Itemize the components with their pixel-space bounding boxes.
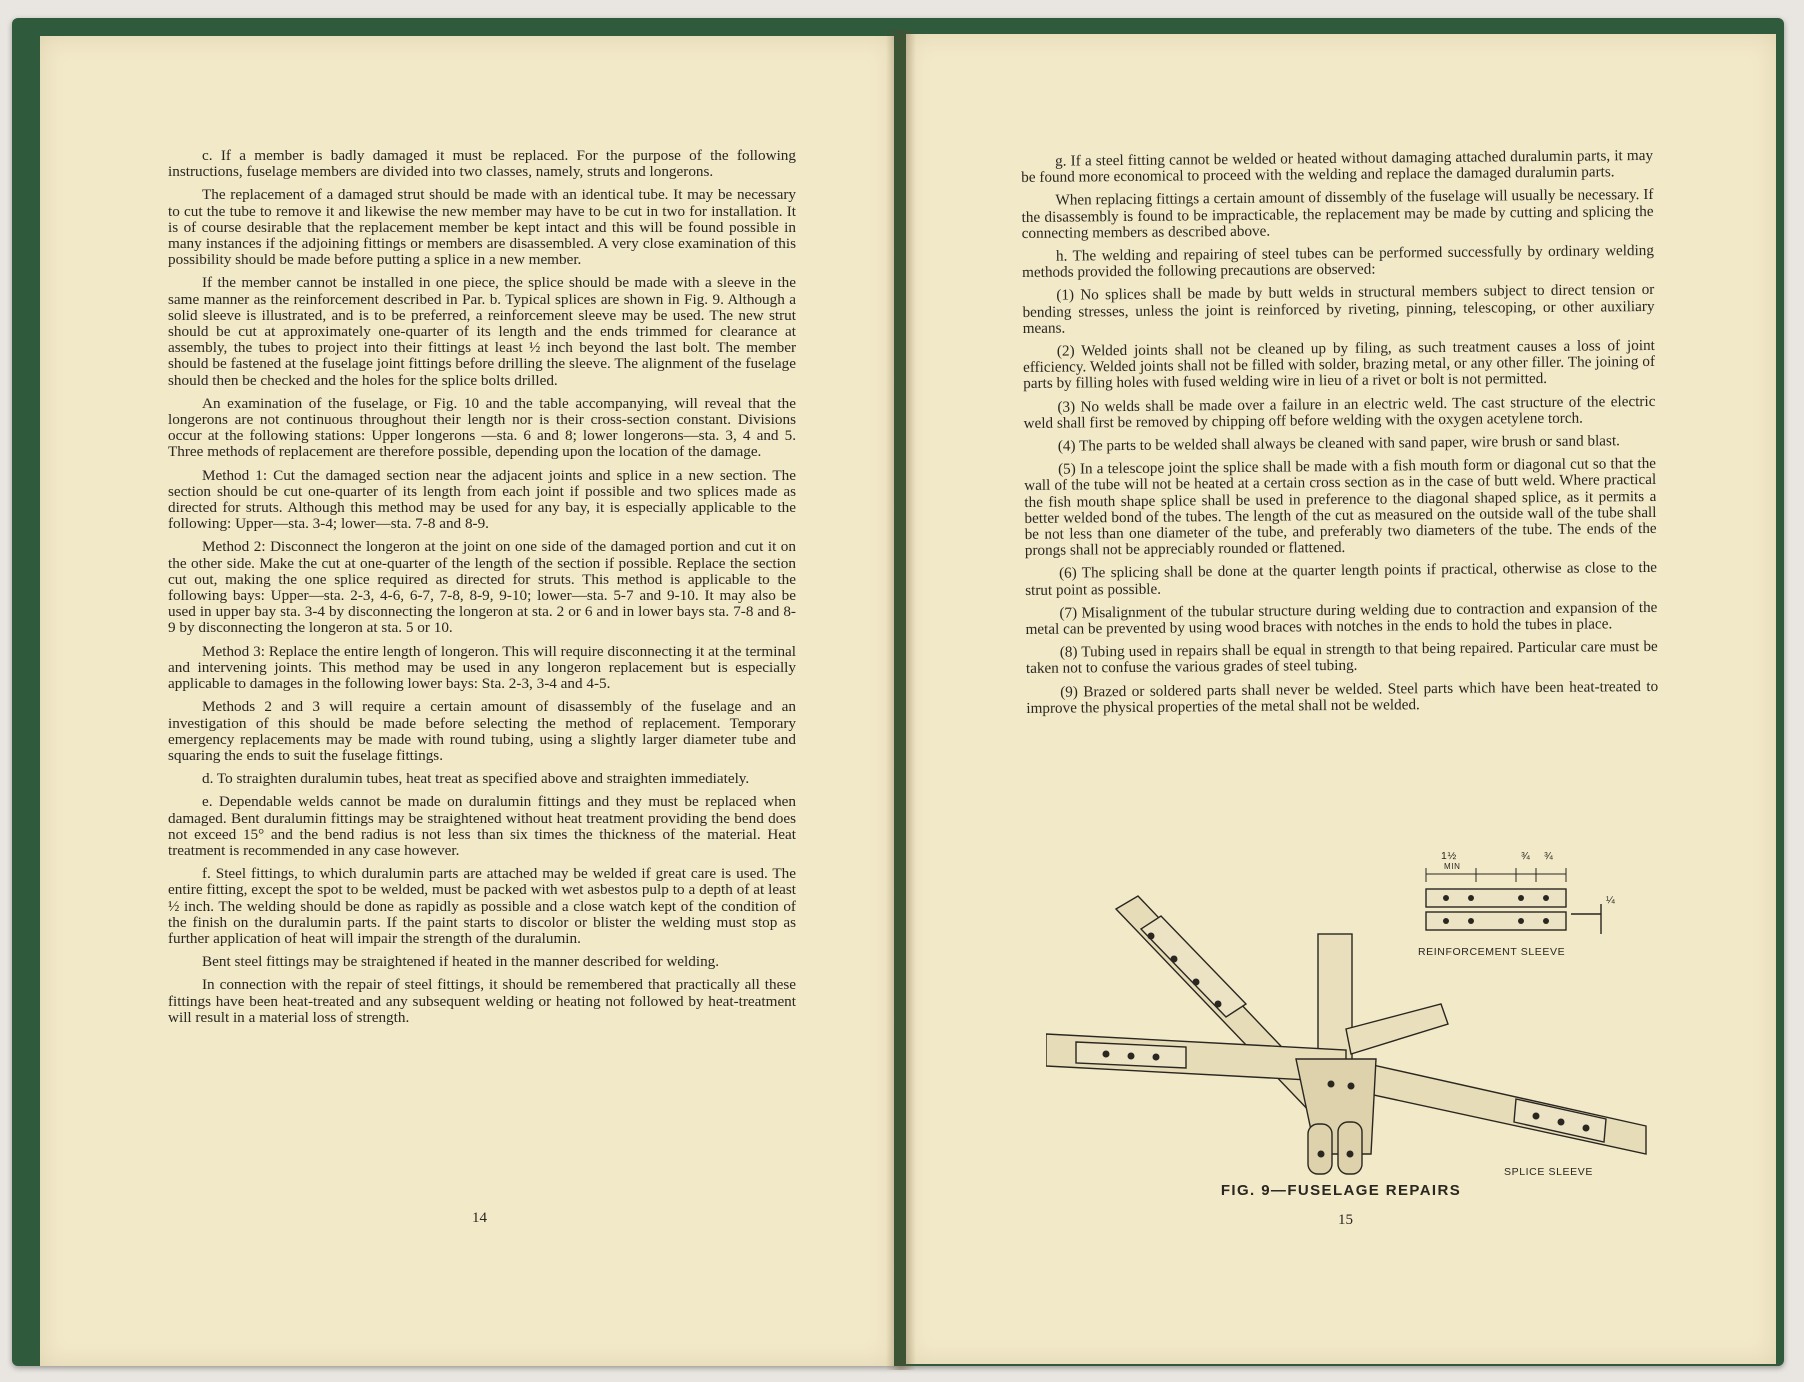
paragraph: (6) The splicing shall be done at the quarter length points if practical, otherwise as close to the strut point as possible. xyxy=(1025,559,1658,599)
paragraph: An examination of the fuselage, or Fig. 10 and the table accompanying, will reveal that the longerons are not continuous throughout their length nor is their cross-section constant. Divisions occur at the following stations: Upper longerons —sta. 6 and 8; lower longerons—sta. 3, 4 and 5. Three methods of replacement are therefore possible, depending upon the location of the damage. xyxy=(168,394,796,461)
reinforcement-sleeve-label: REINFORCEMENT SLEEVE xyxy=(1418,946,1566,958)
fuselage-joint-illustration xyxy=(1046,854,1666,1184)
paragraph: If the member cannot be installed in one piece, the splice should be made with a sleeve in the same manner as the reinforcement described in Par. b. Typical splices are shown in Fig. 9. Although a solid sleeve is illustrated, and is to be preferred, a reinforcement sleeve may be used. The new strut should be cut at approximately one-quarter of its length and the ends trimmed for clearance at assembly, the tubes to project into their fittings at least ½ inch beyond the last bolt. The member should be fastened at the fuselage joint fittings before drilling the sleeve. The alignment of the fuselage should then be checked and the holes for the splice bolts drilled. xyxy=(168,274,796,389)
left-page xyxy=(40,36,894,1366)
paragraph: (8) Tubing used in repairs shall be equal in strength to that being repaired. Particular care must be taken not to confuse the various grades of steel tubing. xyxy=(1025,638,1658,678)
paragraph: Method 3: Replace the entire length of longeron. This will require disconnecting it at the terminal and intervening joints. This method may be used in any longeron replacement but is especially applicable to damages in the following lower bays: Sta. 2-3, 3-4 and 4-5. xyxy=(168,642,796,693)
page-number: 14 xyxy=(472,1210,487,1226)
paragraph: h. The welding and repairing of steel tubes can be performed successfully by ordinary welding methods provided the following precautions are observed: xyxy=(1022,241,1655,282)
dimension-label: MIN xyxy=(1444,862,1461,871)
paragraph: In connection with the repair of steel fittings, it should be remembered that practically all these fittings have been heat-treated and any subsequent welding or heating not followed by heat-treatment will result in a material loss of strength. xyxy=(168,976,796,1026)
dimension-label: ¾ xyxy=(1521,850,1531,862)
dimension-label: 1½ xyxy=(1441,850,1457,862)
paragraph: Method 1: Cut the damaged section near the adjacent joints and splice in a new section. The section should be cut one-quarter of its length from each joint if possible and two splices made as directed for struts. Although this method may be used for any bay, it is especially applicable to the following: Upper—sta. 3-4; lower—sta. 7-8 and 8-9. xyxy=(168,466,796,533)
splice-sleeve-label: SPLICE SLEEVE xyxy=(1504,1166,1593,1178)
paragraph: (3) No welds shall be made over a failure in an electric weld. The cast structure of the electric weld shall first be removed by chipping off before welding with the oxygen acetylene torch. xyxy=(1023,392,1656,432)
dimension-label: ¼ xyxy=(1606,894,1616,906)
paragraph: The replacement of a damaged strut should be made with an identical tube. It may be necessary to cut the tube to remove it and likewise the new member may have to be cut in two for installation. It is of course desirable that the replacement member be kept intact and this will be found possible in many instances if the adjoining fittings or members are disassembled. A very close examination of this possibility should be made before putting a splice in a new member. xyxy=(168,186,796,269)
figure-caption: FIG. 9—FUSELAGE REPAIRS xyxy=(1220,1182,1462,1199)
paragraph: Bent steel fittings may be straightened if heated in the manner described for welding. xyxy=(202,953,720,971)
paragraph: c. If a member is badly damaged it must be replaced. For the purpose of the following instructions, fuselage members are divided into two classes, namely, struts and longerons. xyxy=(168,147,796,181)
paragraph: (4) The parts to be welded shall always be cleaned with sand paper, wire brush or sand blast. xyxy=(1057,432,1621,455)
paragraph: (7) Misalignment of the tubular structure during welding due to contraction and expansion of the metal can be prevented by using wood braces with notches in the ends to hold the tubes in place. xyxy=(1025,598,1658,639)
paragraph: Methods 2 and 3 will require a certain amount of disassembly of the fuselage and an investigation of this should be made before selecting the method of replacement. Temporary emergency replacements may be made with round tubing, using a slightly larger diameter tube and squaring the ends to suit the fuselage fittings. xyxy=(168,698,796,764)
fuselage-repair-figure xyxy=(1046,850,1666,1184)
paragraph: e. Dependable welds cannot be made on duralumin fittings and they must be replaced when damaged. Bent duralumin fittings may be straightened without heat treatment providing the bend does not exceed 15° and the bend radius is not less than six times the thickness of the material. Heat treatment is recommended in any case however. xyxy=(168,793,796,859)
paragraph: g. If a steel fitting cannot be welded or heated without damaging attached duralumin parts, it may be found more economical to proceed with the welding and replace the damaged duralumin parts. xyxy=(1021,146,1654,187)
splice-sleeve-diagonal xyxy=(1141,916,1246,1017)
paragraph: (1) No splices shall be made by butt welds in structural members subject to direct tension or bending stresses, unless the joint is reinforced by riveting, pinning, telescoping, or other auxiliary means. xyxy=(1022,281,1655,337)
right-page xyxy=(906,34,1776,1364)
dimension-label: ¾ xyxy=(1544,850,1554,862)
paragraph: (5) In a telescope joint the splice shall be made with a fish mouth form or diagonal cut so that the wall of the tube will not be heated at a certain cross section as in the case of butt weld. Where practical the fish mouth shape splice shall be used in preference to the diagonal shaped splice, as it permits a better welded bond of the tubes. The length of the cut as measured on the outside wall of the tube shall be not less than one diameter of the tube, and preferably two diameters of the tube. The ends of the prongs shall not be appreciably rounded or flattened. xyxy=(1024,455,1657,560)
page-number: 15 xyxy=(1338,1212,1353,1228)
paragraph: When replacing fittings a certain amount of dissembly of the fuselage will usually be necessary. If the disassembly is found to be impracticable, the replacement may be made by cutting and splicing the connecting members as described above. xyxy=(1021,186,1654,242)
left-page-text xyxy=(168,148,796,1033)
paragraph: d. To straighten duralumin tubes, heat treat as specified above and straighten immediately. xyxy=(202,770,750,788)
paragraph: Method 2: Disconnect the longeron at the joint on one side of the damaged portion and cut it on the other side. Make the cut at one-quarter of the length of the section if possible. Replace the section cut out, making the one splice required as directed for struts. This method is applicable to the following bays: Upper—sta. 2-3, 4-6, 6-7, 7-8, 8-9, 9-10; lower—sta. 5-7 and 9-10. It may also be used in upper bay sta. 3-4 by disconnecting the longeron at sta. 2 or 6 and in lower bays sta. 7-8 and 8-9 by disconnecting the longeron at sta. 5 or 10. xyxy=(168,538,796,637)
right-page-text xyxy=(1021,148,1658,724)
paragraph: (9) Brazed or soldered parts shall never be welded. Steel parts which have been heat-treated to improve the physical properties of the metal shall not be welded. xyxy=(1026,677,1659,717)
paragraph: (2) Welded joints shall not be cleaned up by filing, as such treatment causes a loss of joint efficiency. Welded joints shall not be filled with solder, brazing metal, or any other filler. The joining of parts by filling holes with fused welding wire in lieu of a rivet or bolt is not permitted. xyxy=(1022,336,1656,393)
paragraph: f. Steel fittings, to which duralumin parts are attached may be welded if great care is used. The entire fitting, except the spot to be welded, must be packed with wet asbestos pulp to a depth of at least ½ inch. The welding should be done as rapidly as possible and a close watch kept of the condition of the finish on the duralumin parts. If the paint starts to discolor or blister the welding must stop as further application of heat will impair the strength of the duralumin. xyxy=(168,865,796,947)
book-gutter xyxy=(886,30,916,1370)
upper-right-tube xyxy=(1346,1004,1448,1054)
